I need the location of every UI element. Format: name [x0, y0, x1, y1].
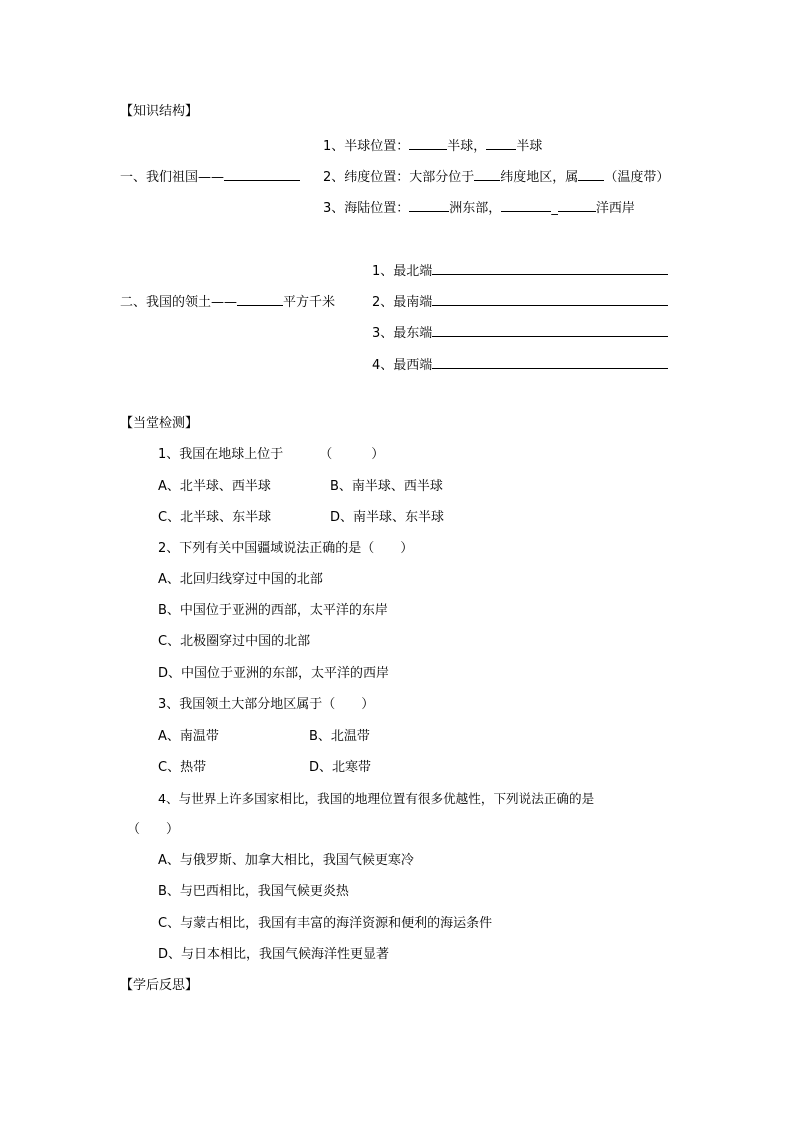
q2-option-b: B、中国位于亚洲的西部，太平洋的东岸: [158, 603, 388, 618]
item-number: 3、: [323, 201, 345, 216]
q4-answer-paren[interactable]: （ ）: [127, 822, 180, 837]
answer-paren[interactable]: （ ）: [319, 447, 385, 462]
section-heading-knowledge: 【知识结构】: [120, 104, 199, 119]
answer-blank[interactable]: [432, 292, 668, 306]
item-text: 洋西岸: [595, 201, 635, 216]
item-label: 最西端: [393, 358, 433, 373]
answer-blank[interactable]: [237, 292, 283, 306]
answer-blank[interactable]: [432, 323, 668, 337]
q3-option-c: C、热带: [158, 760, 207, 775]
item-label: 最北端: [393, 264, 433, 279]
q2-option-d: D、中国位于亚洲的东部，太平洋的西岸: [158, 666, 390, 681]
hemisphere-line: [323, 136, 542, 155]
section-heading-check: 【当堂检测】: [120, 416, 199, 431]
answer-blank[interactable]: [578, 167, 604, 181]
answer-blank[interactable]: [501, 198, 551, 212]
item-number: 2、: [372, 295, 394, 310]
q4-option-c: C、与蒙古相比，我国有丰富的海洋资源和便利的海运条件: [158, 916, 493, 931]
q4-option-d: D、与日本相比，我国气候海洋性更显著: [158, 947, 390, 962]
q1-option-c: C、北半球、东半球: [158, 510, 272, 525]
q1-option-b: B、南半球、西半球: [330, 479, 443, 494]
question-1-stem: [158, 447, 384, 463]
part2-unit: 平方千米: [283, 295, 336, 310]
part2-title: [120, 292, 335, 311]
q1-option-a: A、北半球、西半球: [158, 479, 271, 494]
item-text: 半球，: [447, 139, 487, 154]
question-2-stem: 2、下列有关中国疆域说法正确的是（ ）: [158, 541, 414, 556]
land-sea-line: [323, 198, 635, 217]
question-3-stem: 3、我国领土大部分地区属于（ ）: [158, 697, 375, 712]
part2-title-text: 二、我国的领土——: [120, 295, 238, 310]
answer-blank[interactable]: [432, 261, 668, 275]
answer-blank[interactable]: [409, 198, 449, 212]
q2-option-c: C、北极圈穿过中国的北部: [158, 634, 311, 649]
part1-title-text: 一、我们祖国——: [120, 170, 225, 185]
item-number: 1、: [323, 139, 345, 154]
item-label: 纬度位置：大部分位于: [344, 170, 475, 185]
answer-blank[interactable]: [224, 167, 300, 181]
q4-option-a: A、与俄罗斯、加拿大相比，我国气候更寒冷: [158, 853, 414, 868]
item-text: 纬度地区，属: [500, 170, 579, 185]
q2-option-a: A、北回归线穿过中国的北部: [158, 572, 323, 587]
answer-blank[interactable]: [558, 198, 596, 212]
item-number: 2、: [323, 170, 345, 185]
item-text: 半球: [516, 139, 543, 154]
item-label: 最南端: [393, 295, 433, 310]
item-label: 海陆位置：: [344, 201, 410, 216]
extreme-point-south: [372, 292, 668, 311]
answer-blank[interactable]: [486, 136, 516, 150]
extreme-point-north: [372, 261, 668, 280]
q3-option-d: D、北寒带: [309, 760, 372, 775]
q3-option-a: A、南温带: [158, 729, 219, 744]
q4-option-b: B、与巴西相比，我国气候更炎热: [158, 884, 349, 899]
answer-blank[interactable]: [409, 136, 447, 150]
latitude-line: [323, 167, 669, 186]
item-label: 最东端: [393, 326, 433, 341]
item-number: 1、: [372, 264, 394, 279]
question-text: 1、我国在地球上位于: [158, 447, 284, 462]
answer-blank[interactable]: [432, 355, 668, 369]
item-label: 半球位置：: [344, 139, 410, 154]
item-text: _: [551, 201, 558, 216]
q3-option-b: B、北温带: [309, 729, 370, 744]
item-number: 3、: [372, 326, 394, 341]
answer-blank[interactable]: [474, 167, 500, 181]
question-4-stem: 4、与世界上许多国家相比，我国的地理位置有很多优越性，下列说法正确的是: [158, 791, 595, 806]
item-number: 4、: [372, 358, 394, 373]
section-heading-reflection: 【学后反思】: [120, 978, 199, 993]
extreme-point-east: [372, 323, 668, 342]
extreme-point-west: [372, 355, 668, 374]
item-text: （温度带）: [604, 170, 670, 185]
q1-option-d: D、南半球、东半球: [330, 510, 445, 525]
item-text: 洲东部，: [449, 201, 502, 216]
part1-title: [120, 167, 300, 186]
